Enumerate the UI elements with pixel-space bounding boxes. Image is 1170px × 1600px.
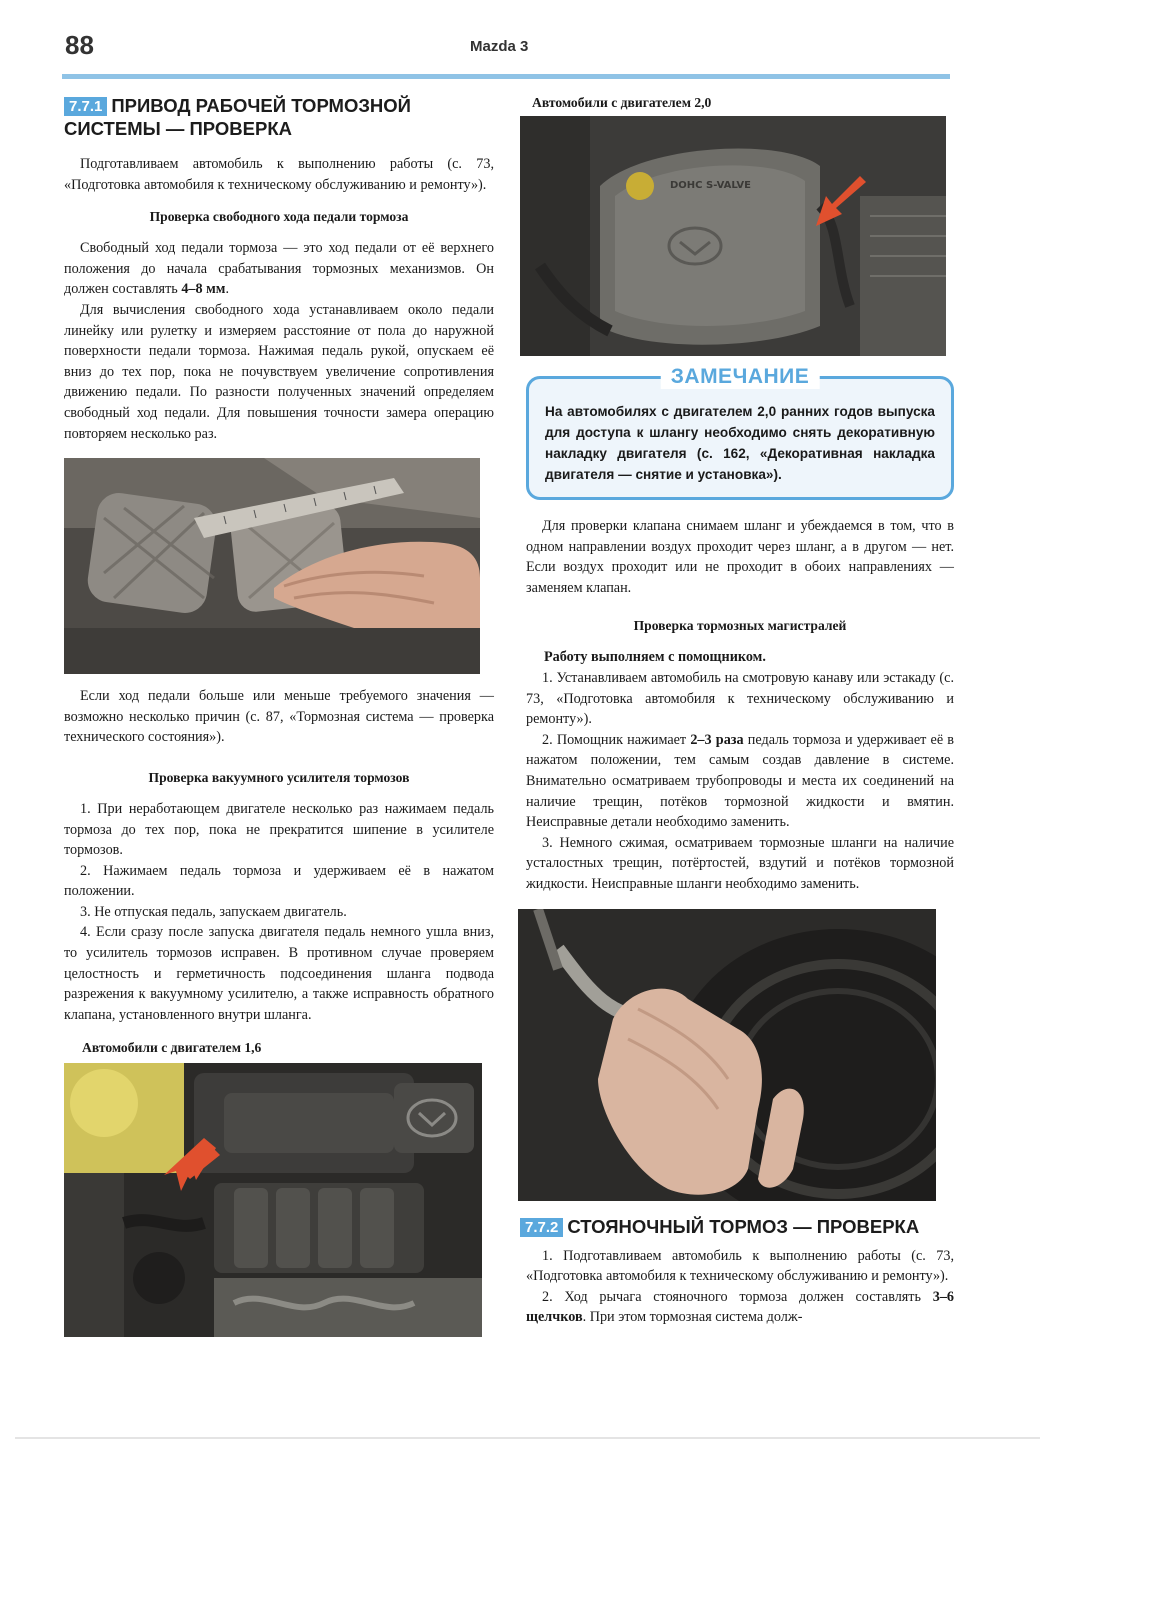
valve-check-paragraph: Для проверки клапана снимаем шланг и убеждаемся в том, что в одном направлении воздух проходит через шланг, а в другом — нет. Если воздух проходит или не проходит в обоих направлениях — заменяем клапан.	[526, 518, 954, 596]
caption-engine-1-6: Автомобили с двигателем 1,6	[82, 1040, 262, 1056]
left-column	[64, 94, 494, 1337]
subheading-vacuum-booster: Проверка вакуумного усилителя тормозов	[148, 769, 410, 785]
engine-cover-lettering: DOHC S-VALVE	[670, 180, 751, 191]
text-run: Свободный ход педали тормоза — это ход педали от её верхнего положения до начала срабатывания тормозных механизмов. Он должен составлять	[64, 240, 494, 298]
pedal-photo-illustration	[64, 458, 480, 674]
subheading-pedal-play: Проверка свободного хода педали тормоза	[149, 209, 409, 225]
pedal-measurement-photo	[64, 458, 480, 674]
text-run: 2. Помощник нажимает	[542, 731, 691, 748]
engine-1-6-photo	[64, 1063, 482, 1337]
lines-step-1: 1. Устанавливаем автомобиль на смотровую канаву или эстакаду (с. 73, «Подготовка автомобиля к техническому обслуживанию и ремонту»).	[526, 669, 954, 728]
engine-2-0-photo	[520, 116, 946, 356]
section-title	[64, 94, 494, 140]
intro-paragraph: Подготавливаем автомобиль к выполнению работы (с. 73, «Подготовка автомобиля к техническому обслуживанию и ремонту»).	[64, 156, 494, 193]
text-run: .	[225, 281, 230, 298]
text-run: 2. Ход рычага стояночного тормоза должен составлять	[542, 1288, 933, 1305]
page-number: 88	[65, 30, 94, 60]
subheading-brake-lines: Проверка тормозных магистралей	[633, 618, 847, 634]
header-rule	[62, 74, 950, 79]
section-number-badge: 7.7.2	[520, 1218, 563, 1237]
step-4: 4. Если сразу после запуска двигателя педаль немного ушла вниз, то усилитель тормозов исправен. В противном случае проверяем целостность и герметичность подсоединения шланга подвода разрежения к вакуумному усилителю, а также исправность обратного клапана, установленного внутри шланга.	[64, 924, 494, 1023]
parking-step-1: 1. Подготавливаем автомобиль к выполнению работы (с. 73, «Подготовка автомобиля к техническому обслуживанию и ремонту»).	[526, 1247, 954, 1285]
helper-note	[544, 647, 954, 668]
running-title: Mazda 3	[470, 38, 529, 55]
text-run: . При этом тормозная система долж-	[582, 1309, 803, 1326]
text-run: педаль тормоза и удерживает её в нажатом положении, тем самым создав давление в системе. Внимательно осматриваем трубопроводы и места их соединений на наличие трещин, потёков тормозной жидкости и вмятин. Неисправные детали необходимо заменить.	[526, 731, 955, 831]
caption-engine-2-0: Автомобили с двигателем 2,0	[532, 95, 712, 110]
measure-paragraph: Для вычисления свободного хода устанавливаем около педали линейку или рулетку и измеряем расстояние от пола до наружной поверхности педали тормоза. Нажимая педаль рукой, опускаем её вниз до тех пор, пока не почувствуем увеличение сопротивления движению педали. По разности полученных значений определяем свободный ход педали. Для повышения точности замера операцию повторяем несколько раз.	[64, 301, 494, 442]
note-box	[526, 365, 954, 500]
step-1: 1. При неработающем двигателе несколько раз нажимаем педаль тормоза до тех пор, пока не прекратится шипение в усилителе тормозов.	[64, 800, 494, 859]
engine-1-6-illustration	[64, 1063, 482, 1337]
value-4-8mm: 4–8 мм	[181, 281, 226, 298]
brake-hose-illustration	[518, 909, 936, 1201]
value-2-3-times: 2–3 раза	[690, 731, 744, 748]
engine-2-0-illustration	[520, 116, 946, 356]
brake-hose-photo	[518, 909, 936, 1201]
section-number-badge: 7.7.1	[64, 97, 107, 116]
helper-text: Работу выполняем с помощником.	[544, 649, 766, 666]
note-text: На автомобилях с двигателем 2,0 ранних годов выпуска для доступа к шлангу необходимо снять декоративную накладку двигателя (с. 162, «Декоративная накладка двигателя — снятие и установка»).	[545, 404, 935, 482]
step-2: 2. Нажимаем педаль тормоза и удерживаем её в нажатом положении.	[64, 862, 494, 900]
lines-step-2	[526, 730, 954, 833]
step-3: 3. Не отпуская педаль, запускаем двигатель.	[80, 903, 347, 920]
bottom-edge-line	[15, 1437, 1040, 1439]
section-title-text: ПРИВОД РАБОЧЕЙ ТОРМОЗНОЙ СИСТЕМЫ — ПРОВЕРКА	[64, 95, 411, 139]
section-title-parking	[520, 1215, 954, 1238]
section-title-text: СТОЯНОЧНЫЙ ТОРМОЗ — ПРОВЕРКА	[567, 1215, 920, 1237]
note-title: ЗАМЕЧАНИЕ	[661, 365, 820, 389]
right-column	[526, 94, 954, 1328]
value-3-6-clicks: 3–6 щелчков	[526, 1288, 954, 1326]
parking-step-2	[526, 1287, 954, 1328]
pedal-play-paragraph	[64, 238, 494, 300]
lines-step-3: 3. Немного сжимая, осматриваем тормозные шланги на наличие усталостных трещин, потёртостей, вздутий и потёков тормозной жидкости. Неисправные шланги необходимо заменить.	[526, 834, 954, 892]
deviation-paragraph: Если ход педали больше или меньше требуемого значения — возможно несколько причин (с. 87, «Тормозная система — проверка технического состояния»).	[64, 688, 494, 746]
